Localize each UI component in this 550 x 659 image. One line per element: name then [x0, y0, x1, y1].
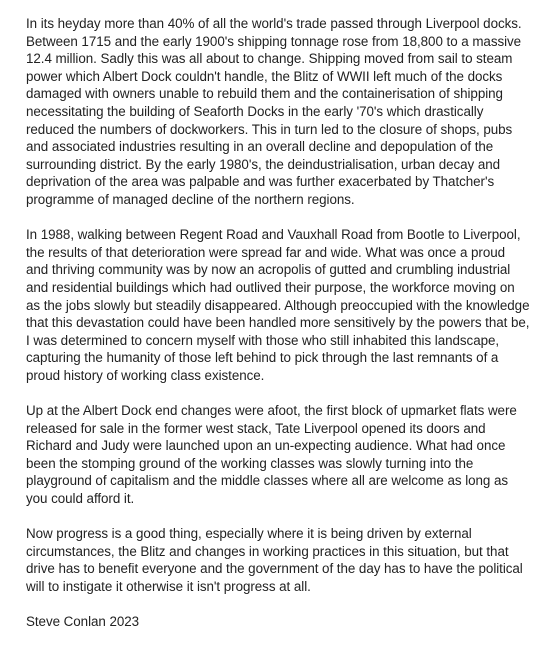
- author-signature: Steve Conlan 2023: [26, 614, 140, 630]
- paragraph-history: In its heyday more than 40% of all the world's trade passed through Liverpool docks. Between 1715 and the early 1900's shipping tonnage rose from 18,800 to a massive 12.4 million. Sadly this was all about to change. Shipping moved from sail to steam power which Albert Dock couldn't handle, the Blitz of WWII left much of the docks damaged with owners unable to rebuild them and the containerisation of shipping necessitating the building of Seaforth Docks in the early '70's which drastically reduced the numbers of dockworkers. This in turn led to the closure of shops, pubs and associated industries resulting in an overall decline and depopulation of the surrounding district. By the early 1980's, the deindustrialisation, urban decay and deprivation of the area was palpable and was further exacerbated by Thatcher's programme of managed decline of the northern regions.: [26, 16, 522, 207]
- paragraph-progress: Now progress is a good thing, especially where it is being driven by external circumstances, the Blitz and changes in working practices in this situation, but that drive has to benefit everyone and the government of the day has to have the political will to instigate it otherwise it isn't progress at all.: [26, 526, 523, 594]
- paragraph-albert-dock: Up at the Albert Dock end changes were afoot, the first block of upmarket flats were released for sale in the former west stack, Tate Liverpool opened its doors and Richard and Judy were launched upon an un-expecting audience. What had once been the stomping ground of the working classes was slowly turning into the playground of capitalism and the middle classes where all are welcome as long as you could afford it.: [26, 403, 517, 507]
- paragraph-1988-walk: In 1988, walking between Regent Road and Vauxhall Road from Bootle to Liverpool, the results of that deterioration were spread far and wide. What was once a proud and thriving community was by now an acropolis of gutted and crumbling industrial and residential buildings which had outlived their purpose, the workforce moving on as the jobs slowly but steadily disappeared. Although preoccupied with the knowledge that this devastation could have been handled more sensitively by the powers that be, I was determined to concern myself with those who still inhabited this landscape, capturing the humanity of those left behind to pick through the last remnants of a proud history of working class existence.: [26, 227, 530, 383]
- document-body: [26, 15, 530, 631]
